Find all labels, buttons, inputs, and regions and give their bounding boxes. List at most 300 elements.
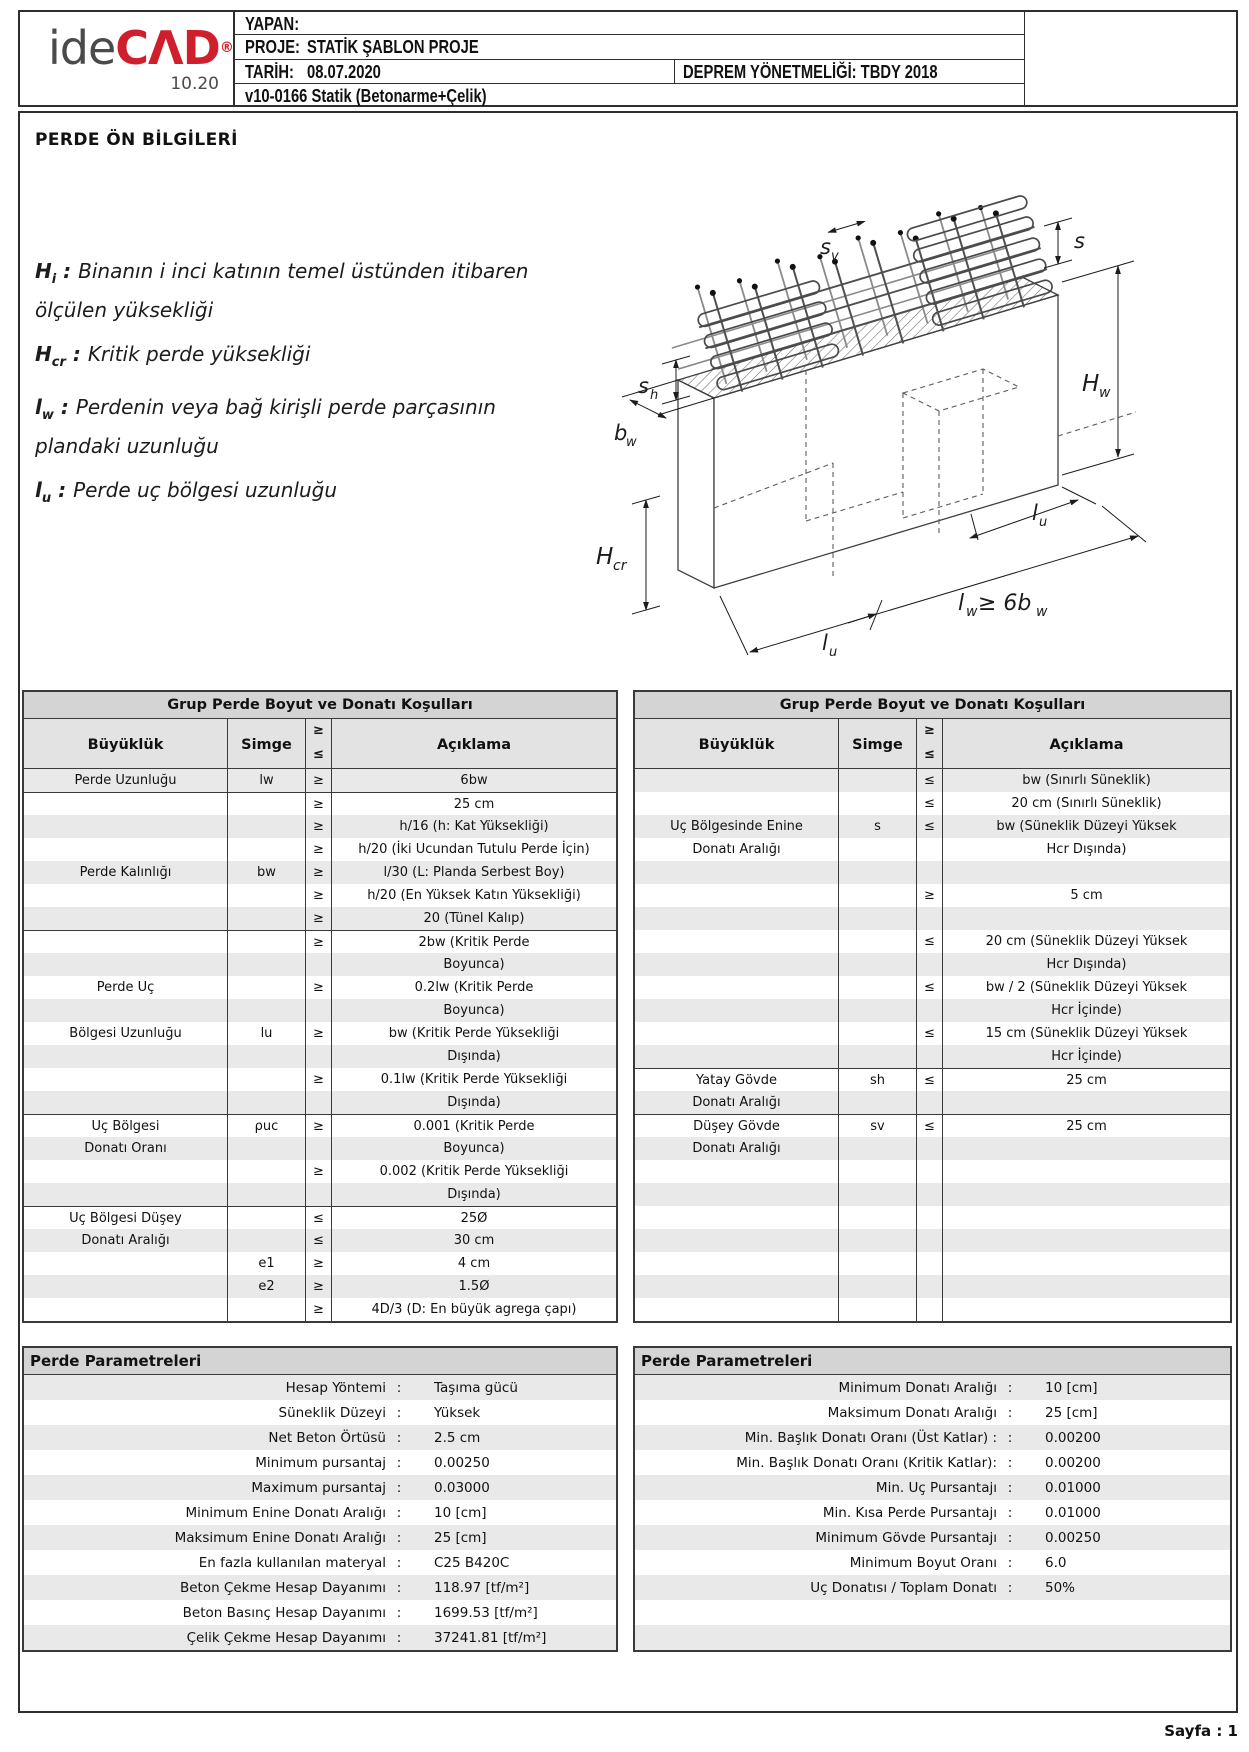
param-value: Taşıma gücü bbox=[434, 1379, 518, 1396]
param-row bbox=[24, 1425, 616, 1450]
param-label: Net Beton Örtüsü bbox=[268, 1429, 386, 1446]
cell-op bbox=[917, 1252, 943, 1275]
param-colon: : bbox=[1007, 1554, 1013, 1571]
cell-buyukluk: Donatı Aralığı bbox=[24, 1229, 228, 1252]
param-row bbox=[635, 1525, 1230, 1550]
param-value: 50% bbox=[1045, 1579, 1076, 1596]
cell-simge bbox=[228, 793, 306, 815]
lw-label-rest-sub: w bbox=[1036, 604, 1048, 620]
cell-aciklama: 5 cm bbox=[1070, 888, 1103, 903]
table-row bbox=[24, 1183, 616, 1206]
cell-simge bbox=[228, 1137, 306, 1160]
cell-aciklama: l/30 (L: Planda Serbest Boy) bbox=[383, 865, 565, 880]
cell-op: ≥ bbox=[306, 1298, 332, 1321]
table-row bbox=[635, 884, 1230, 907]
table-title: Grup Perde Boyut ve Donatı Koşulları bbox=[24, 692, 616, 719]
table-row bbox=[24, 815, 616, 838]
cell-aciklama: 30 cm bbox=[453, 1233, 495, 1248]
cell-aciklama: bw (Kritik Perde Yüksekliği bbox=[388, 1026, 560, 1041]
param-row bbox=[24, 1625, 616, 1650]
cell-aciklama: Hcr Dışında) bbox=[1046, 957, 1127, 972]
cell-op: ≤ bbox=[917, 815, 943, 838]
table-row bbox=[24, 861, 616, 884]
cell-aciklama: 15 cm (Süneklik Düzeyi Yüksek bbox=[985, 1026, 1188, 1041]
cell-simge bbox=[228, 1045, 306, 1068]
table-row bbox=[24, 1275, 616, 1298]
table-row bbox=[24, 792, 616, 815]
cell-simge bbox=[839, 907, 917, 930]
wall-left-face bbox=[678, 380, 714, 588]
param-colon: : bbox=[396, 1629, 402, 1646]
cell-aciklama: 0.2lw (Kritik Perde bbox=[414, 980, 534, 995]
param-value: 0.01000 bbox=[1045, 1504, 1101, 1521]
cell-simge: bw bbox=[228, 861, 306, 884]
cell-buyukluk bbox=[24, 1068, 228, 1091]
cell-op bbox=[917, 861, 943, 884]
bw-label: b bbox=[614, 421, 628, 445]
cell-op bbox=[306, 1137, 332, 1160]
cell-buyukluk bbox=[24, 1183, 228, 1206]
cell-op bbox=[917, 953, 943, 976]
cell-aciklama bbox=[943, 1137, 1230, 1160]
cell-simge bbox=[839, 1045, 917, 1068]
param-colon: : bbox=[396, 1379, 402, 1396]
param-row bbox=[635, 1450, 1230, 1475]
cell-aciklama: Hcr Dışında) bbox=[1046, 842, 1127, 857]
table-row bbox=[635, 999, 1230, 1022]
param-value: 0.03000 bbox=[434, 1479, 490, 1496]
cell-buyukluk: Perde Uç bbox=[24, 976, 228, 999]
cell-simge: lu bbox=[228, 1022, 306, 1045]
lw-label-sub: w bbox=[966, 604, 978, 620]
cell-op: ≤ bbox=[917, 930, 943, 953]
param-colon: : bbox=[396, 1504, 402, 1521]
cell-op: ≥ bbox=[306, 1160, 332, 1183]
cell-simge bbox=[228, 1183, 306, 1206]
cell-aciklama: 25Ø bbox=[460, 1210, 488, 1226]
table-header-op bbox=[917, 719, 943, 768]
param-label: Çelik Çekme Hesap Dayanımı bbox=[186, 1629, 386, 1646]
param-label: Hesap Yöntemi bbox=[285, 1379, 386, 1396]
cell-buyukluk bbox=[635, 999, 839, 1022]
cell-op: ≥ bbox=[306, 815, 332, 838]
proje-value: STATİK ŞABLON PROJE bbox=[307, 37, 479, 57]
cell-buyukluk: Donatı Aralığı bbox=[635, 1091, 839, 1114]
idecad-logo bbox=[48, 21, 233, 75]
cell-aciklama: Boyunca) bbox=[443, 1141, 505, 1156]
definition-symbol: $H_i$ bbox=[35, 259, 57, 287]
sh-label-sub: h bbox=[650, 388, 659, 403]
cell-aciklama: bw (Sınırlı Süneklik) bbox=[1022, 773, 1151, 788]
header-row-tarih bbox=[235, 60, 1024, 84]
param-row bbox=[24, 1475, 616, 1500]
cell-aciklama bbox=[943, 1275, 1230, 1298]
cell-aciklama: bw / 2 (Süneklik Düzeyi Yüksek bbox=[985, 980, 1188, 995]
cell-buyukluk bbox=[635, 1022, 839, 1045]
cell-simge bbox=[228, 953, 306, 976]
cell-buyukluk bbox=[635, 1160, 839, 1183]
sv-dimension-line bbox=[828, 221, 864, 232]
definition-text: Perdenin veya bağ kirişli perde parçasının plandaki uzunluğu bbox=[35, 395, 496, 458]
cell-op: ≥ bbox=[306, 861, 332, 884]
table-header-aciklama: Açıklama bbox=[1049, 737, 1124, 753]
header-row-version bbox=[235, 84, 1024, 105]
param-colon: : bbox=[396, 1404, 402, 1421]
cell-simge: e1 bbox=[228, 1252, 306, 1275]
param-label: Minimum Gövde Pursantajı bbox=[815, 1529, 997, 1546]
table-row bbox=[24, 976, 616, 999]
yapan-label: YAPAN: bbox=[245, 14, 300, 34]
table-row bbox=[24, 1206, 616, 1229]
table-row bbox=[635, 1137, 1230, 1160]
shear-wall-diagram bbox=[558, 148, 1236, 660]
cell-buyukluk: Uç Bölgesi bbox=[24, 1115, 228, 1137]
cell-simge bbox=[228, 1229, 306, 1252]
cell-simge bbox=[228, 976, 306, 999]
cell-op bbox=[306, 999, 332, 1022]
cell-buyukluk bbox=[24, 1045, 228, 1068]
logo-ide: ide bbox=[48, 21, 116, 75]
logo-cell bbox=[20, 12, 235, 105]
cell-buyukluk bbox=[635, 1206, 839, 1229]
lu-right-label-sub: u bbox=[1039, 515, 1048, 530]
cell-simge bbox=[228, 1298, 306, 1321]
cell-buyukluk: Yatay Gövde bbox=[635, 1069, 839, 1091]
param-row bbox=[635, 1400, 1230, 1425]
param-row bbox=[635, 1625, 1230, 1650]
param-value: 1699.53 [tf/m²] bbox=[434, 1604, 538, 1621]
cell-aciklama bbox=[943, 1183, 1230, 1206]
hcr-label-sub: cr bbox=[613, 558, 627, 574]
cell-buyukluk bbox=[635, 1183, 839, 1206]
cell-op: ≤ bbox=[917, 769, 943, 792]
definition-symbol-sub: cr bbox=[51, 355, 66, 370]
table-row bbox=[635, 861, 1230, 884]
cell-aciklama bbox=[943, 1298, 1230, 1321]
cell-buyukluk bbox=[24, 1252, 228, 1275]
lw-label-rest: ≥ 6b bbox=[978, 591, 1032, 616]
sh-label: s bbox=[638, 374, 649, 398]
lu-bottom-label-sub: u bbox=[829, 645, 838, 660]
hw-label-sub: w bbox=[1099, 385, 1111, 401]
cell-simge bbox=[228, 907, 306, 930]
cell-buyukluk bbox=[24, 999, 228, 1022]
cell-aciklama: h/20 (İki Ucundan Tutulu Perde İçin) bbox=[358, 842, 590, 857]
cell-simge bbox=[228, 1160, 306, 1183]
cell-aciklama: h/20 (En Yüksek Katın Yüksekliği) bbox=[367, 888, 581, 903]
param-label: Min. Başlık Donatı Oranı (Üst Katlar) : bbox=[744, 1429, 997, 1446]
cell-simge bbox=[839, 1022, 917, 1045]
cell-simge: ρuc bbox=[228, 1115, 306, 1137]
cell-simge bbox=[839, 976, 917, 999]
cell-aciklama bbox=[943, 861, 1230, 884]
table-row bbox=[24, 1045, 616, 1068]
page-title: PERDE ÖN BİLGİLERİ bbox=[35, 130, 238, 150]
lw-label: l bbox=[958, 591, 965, 616]
param-label: Uç Donatısı / Toplam Donatı bbox=[810, 1579, 997, 1596]
cell-op: ≤ bbox=[917, 1022, 943, 1045]
cell-op: ≥ bbox=[306, 907, 332, 930]
cell-simge: e2 bbox=[228, 1275, 306, 1298]
cell-aciklama bbox=[943, 1160, 1230, 1183]
cell-aciklama: 0.001 (Kritik Perde bbox=[413, 1118, 535, 1134]
logo-cad: CΛD bbox=[115, 21, 220, 75]
cell-buyukluk bbox=[24, 884, 228, 907]
cell-simge bbox=[228, 838, 306, 861]
cell-aciklama bbox=[943, 1252, 1230, 1275]
conditions-table-left bbox=[22, 690, 618, 1323]
cell-buyukluk bbox=[24, 1298, 228, 1321]
cell-buyukluk bbox=[635, 1252, 839, 1275]
cell-simge bbox=[839, 999, 917, 1022]
lu-bottom-label: l bbox=[822, 631, 828, 655]
table-row bbox=[24, 1068, 616, 1091]
conditions-table-right bbox=[633, 690, 1232, 1323]
cell-aciklama bbox=[943, 1091, 1230, 1114]
definition-item bbox=[35, 392, 540, 461]
table-row bbox=[24, 1229, 616, 1252]
cell-aciklama: h/16 (h: Kat Yüksekliği) bbox=[399, 819, 549, 834]
param-colon: : bbox=[396, 1604, 402, 1621]
param-row bbox=[635, 1475, 1230, 1500]
cell-aciklama: 25 cm bbox=[1066, 1118, 1107, 1134]
param-value: 0.00200 bbox=[1045, 1429, 1101, 1446]
param-label: Maksimum Enine Donatı Aralığı bbox=[174, 1529, 386, 1546]
table-row bbox=[635, 792, 1230, 815]
cell-op: ≥ bbox=[306, 976, 332, 999]
table-row bbox=[635, 815, 1230, 838]
parameters-title: Perde Parametreleri bbox=[635, 1348, 1230, 1375]
table-row bbox=[635, 1229, 1230, 1252]
cell-aciklama: Hcr İçinde) bbox=[1051, 1049, 1122, 1064]
cell-buyukluk bbox=[635, 976, 839, 999]
cell-aciklama: Hcr İçinde) bbox=[1051, 1003, 1122, 1018]
param-row bbox=[635, 1550, 1230, 1575]
cell-op bbox=[917, 1206, 943, 1229]
table-row bbox=[635, 1045, 1230, 1068]
cell-op bbox=[917, 1298, 943, 1321]
table-header-simge: Simge bbox=[839, 719, 917, 768]
param-row bbox=[635, 1500, 1230, 1525]
param-colon: : bbox=[396, 1529, 402, 1546]
table-row bbox=[24, 1160, 616, 1183]
cell-aciklama bbox=[943, 1229, 1230, 1252]
definition-symbol: $H_{cr}$ bbox=[35, 342, 66, 370]
param-row bbox=[24, 1600, 616, 1625]
table-row bbox=[24, 1114, 616, 1137]
cell-aciklama: 1.5Ø bbox=[458, 1279, 490, 1294]
cell-buyukluk bbox=[24, 1160, 228, 1183]
sv-label: s bbox=[820, 235, 831, 259]
param-row bbox=[24, 1500, 616, 1525]
param-row bbox=[24, 1450, 616, 1475]
cell-op bbox=[917, 1229, 943, 1252]
cell-op: ≤ bbox=[917, 976, 943, 999]
cell-simge bbox=[228, 999, 306, 1022]
table-header bbox=[635, 719, 1230, 769]
cell-simge: sv bbox=[839, 1115, 917, 1137]
cell-buyukluk: Perde Uzunluğu bbox=[24, 769, 228, 792]
cell-simge bbox=[228, 1091, 306, 1114]
definition-text: Perde uç bölgesi uzunluğu bbox=[73, 478, 337, 502]
cell-simge: s bbox=[839, 815, 917, 838]
cell-simge bbox=[839, 953, 917, 976]
table-header-aciklama: Açıklama bbox=[436, 737, 512, 753]
param-label: Min. Başlık Donatı Oranı (Kritik Katlar): bbox=[736, 1454, 997, 1471]
param-label: Minimum Enine Donatı Aralığı bbox=[185, 1504, 386, 1521]
table-row bbox=[24, 930, 616, 953]
param-colon: : bbox=[1007, 1529, 1013, 1546]
cell-simge bbox=[839, 1091, 917, 1114]
cell-aciklama: 6bw bbox=[460, 773, 488, 788]
table-row bbox=[24, 1298, 616, 1321]
param-label: Beton Çekme Hesap Dayanımı bbox=[179, 1579, 386, 1596]
param-label: Beton Basınç Hesap Dayanımı bbox=[182, 1604, 386, 1621]
cell-buyukluk bbox=[635, 907, 839, 930]
cell-simge bbox=[839, 861, 917, 884]
logo-registered-mark: ® bbox=[219, 40, 233, 56]
cell-buyukluk bbox=[635, 769, 839, 792]
cell-op bbox=[306, 1045, 332, 1068]
table-row bbox=[635, 1298, 1230, 1321]
cell-op: ≥ bbox=[306, 838, 332, 861]
cell-op: ≤ bbox=[306, 1207, 332, 1229]
cell-simge bbox=[839, 884, 917, 907]
parameters-box-right bbox=[633, 1346, 1232, 1652]
param-row bbox=[24, 1575, 616, 1600]
table-row bbox=[24, 1022, 616, 1045]
cell-buyukluk: Donatı Aralığı bbox=[635, 1137, 839, 1160]
table-row bbox=[635, 1275, 1230, 1298]
cell-aciklama: Boyunca) bbox=[443, 1003, 505, 1018]
cell-buyukluk bbox=[635, 1229, 839, 1252]
hw-label: H bbox=[1082, 371, 1100, 397]
op-le: ≤ bbox=[313, 747, 324, 762]
cell-op: ≤ bbox=[917, 792, 943, 815]
param-colon: : bbox=[1007, 1579, 1013, 1596]
parameters-box-left bbox=[22, 1346, 618, 1652]
table-row bbox=[635, 930, 1230, 953]
param-row bbox=[24, 1550, 616, 1575]
cell-op: ≥ bbox=[306, 769, 332, 792]
table-row bbox=[24, 769, 616, 792]
param-value: 0.00250 bbox=[1045, 1529, 1101, 1546]
param-value: 10 [cm] bbox=[434, 1504, 487, 1521]
cell-op bbox=[917, 838, 943, 861]
cell-aciklama bbox=[943, 907, 1230, 930]
cell-buyukluk: Perde Kalınlığı bbox=[24, 861, 228, 884]
definition-colon: : bbox=[53, 395, 76, 419]
cell-op bbox=[917, 1045, 943, 1068]
table-row bbox=[24, 1091, 616, 1114]
table-row bbox=[635, 1068, 1230, 1091]
param-colon: : bbox=[396, 1479, 402, 1496]
cell-buyukluk bbox=[24, 931, 228, 953]
cell-simge bbox=[839, 1137, 917, 1160]
table-row bbox=[24, 999, 616, 1022]
cell-aciklama bbox=[943, 1206, 1230, 1229]
definition-symbol-sub: i bbox=[51, 272, 57, 287]
cell-buyukluk: Donatı Oranı bbox=[24, 1137, 228, 1160]
header-box bbox=[18, 10, 1238, 107]
deprem-cell bbox=[674, 60, 1024, 84]
param-colon: : bbox=[396, 1579, 402, 1596]
param-value: 0.00250 bbox=[434, 1454, 490, 1471]
cell-buyukluk bbox=[635, 792, 839, 815]
sv-label-sub: v bbox=[831, 249, 839, 264]
cell-simge bbox=[839, 1252, 917, 1275]
table-row bbox=[635, 1091, 1230, 1114]
table-row bbox=[635, 769, 1230, 792]
definition-symbol: $l_u$ bbox=[35, 478, 52, 506]
table-header-op bbox=[306, 719, 332, 768]
cell-buyukluk: Donatı Aralığı bbox=[635, 838, 839, 861]
definition-item bbox=[35, 475, 540, 514]
hcr-label: H bbox=[596, 544, 614, 570]
cell-aciklama: Dışında) bbox=[447, 1095, 501, 1110]
param-colon: : bbox=[1007, 1429, 1013, 1446]
cell-aciklama: 20 cm (Sınırlı Süneklik) bbox=[1011, 796, 1162, 811]
param-label: Minimum pursantaj bbox=[255, 1454, 386, 1471]
definition-colon: : bbox=[65, 342, 88, 366]
cell-op: ≥ bbox=[306, 1252, 332, 1275]
cell-op bbox=[306, 953, 332, 976]
table-row bbox=[24, 1137, 616, 1160]
table-header-buyukluk: Büyüklük bbox=[635, 719, 839, 768]
table-row bbox=[635, 1114, 1230, 1137]
definition-item bbox=[35, 256, 540, 325]
proje-label: PROJE: bbox=[245, 37, 300, 57]
param-row bbox=[635, 1600, 1230, 1625]
param-label: Maximum pursantaj bbox=[251, 1479, 386, 1496]
cell-aciklama: Boyunca) bbox=[443, 957, 505, 972]
table-row bbox=[24, 838, 616, 861]
table-row bbox=[24, 884, 616, 907]
definition-symbol: $l_w$ bbox=[35, 395, 54, 423]
cell-simge: sh bbox=[839, 1069, 917, 1091]
cell-buyukluk: Bölgesi Uzunluğu bbox=[24, 1022, 228, 1045]
cell-op bbox=[917, 1137, 943, 1160]
param-row bbox=[635, 1575, 1230, 1600]
cell-op: ≥ bbox=[306, 884, 332, 907]
cell-buyukluk: Uç Bölgesinde Enine bbox=[635, 815, 839, 838]
param-row bbox=[24, 1525, 616, 1550]
tarih-label: TARİH: bbox=[245, 62, 294, 82]
tarih-value: 08.07.2020 bbox=[307, 62, 381, 82]
cell-simge bbox=[228, 884, 306, 907]
cell-op: ≤ bbox=[917, 1069, 943, 1091]
cell-buyukluk bbox=[24, 793, 228, 815]
definition-symbol-sub: u bbox=[41, 491, 52, 506]
param-value: 0.01000 bbox=[1045, 1479, 1101, 1496]
header-row-proje bbox=[235, 35, 1024, 60]
cell-aciklama: bw (Süneklik Düzeyi Yüksek bbox=[996, 819, 1177, 834]
cell-simge bbox=[228, 1207, 306, 1229]
definitions-block bbox=[35, 256, 540, 528]
param-colon: : bbox=[1007, 1379, 1013, 1396]
cell-op: ≥ bbox=[306, 1115, 332, 1137]
cell-simge bbox=[839, 792, 917, 815]
cell-aciklama: 2bw (Kritik Perde bbox=[418, 934, 530, 950]
cell-buyukluk bbox=[635, 953, 839, 976]
cell-aciklama: 0.002 (Kritik Perde Yüksekliği bbox=[379, 1164, 569, 1179]
table-row bbox=[635, 953, 1230, 976]
cell-op bbox=[917, 999, 943, 1022]
param-colon: : bbox=[1007, 1454, 1013, 1471]
cell-op: ≥ bbox=[306, 931, 332, 953]
param-colon: : bbox=[396, 1554, 402, 1571]
param-value: C25 B420C bbox=[434, 1554, 510, 1571]
